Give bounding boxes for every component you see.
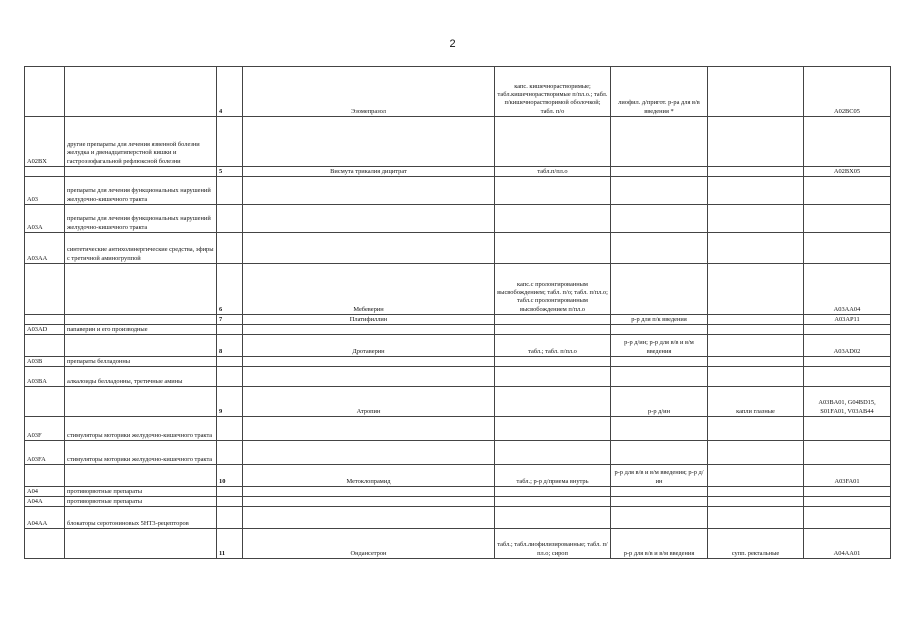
row-number-cell — [217, 177, 243, 205]
atc-code-cell: A03AD02 — [804, 335, 891, 357]
group-name-cell — [65, 264, 217, 315]
form-injection-cell: р-р для в/в и в/м введения; р-р д/ин — [611, 465, 708, 487]
form-other-cell — [708, 205, 804, 233]
drug-name-cell — [243, 507, 495, 529]
row-number-cell — [217, 487, 243, 497]
drug-name-cell — [243, 205, 495, 233]
row-number-cell — [217, 507, 243, 529]
form-injection-cell — [611, 264, 708, 315]
row-number-cell: 4 — [217, 67, 243, 117]
table-row — [25, 117, 891, 167]
table-row — [25, 507, 891, 529]
drug-name-cell: Эзомепразол — [243, 67, 495, 117]
atc-group-code-cell — [25, 387, 65, 417]
atc-group-code-cell — [25, 67, 65, 117]
form-other-cell — [708, 167, 804, 177]
atc-group-code-cell: A04 — [25, 487, 65, 497]
atc-group-code-cell: A03 — [25, 177, 65, 205]
form-oral-cell — [495, 441, 611, 465]
group-name-cell: препараты для лечения функциональных нарушений желудочно-кишечного тракта — [65, 177, 217, 205]
atc-group-code-cell — [25, 465, 65, 487]
table-row — [25, 529, 891, 559]
form-other-cell — [708, 465, 804, 487]
table-row — [25, 357, 891, 367]
atc-group-code-cell: A02BX — [25, 117, 65, 167]
table-row — [25, 487, 891, 497]
form-other-cell: капли глазные — [708, 387, 804, 417]
atc-code-cell: A02BX05 — [804, 167, 891, 177]
form-injection-cell — [611, 117, 708, 167]
drug-name-cell: Висмута трикалия дицитрат — [243, 167, 495, 177]
drug-name-cell — [243, 177, 495, 205]
drug-name-cell: Ондансетрон — [243, 529, 495, 559]
row-number-cell: 6 — [217, 264, 243, 315]
atc-code-cell — [804, 357, 891, 367]
group-name-cell: алкалоиды белладонны, третичные амины — [65, 367, 217, 387]
drug-name-cell — [243, 441, 495, 465]
atc-code-cell — [804, 367, 891, 387]
form-injection-cell — [611, 497, 708, 507]
drug-name-cell — [243, 487, 495, 497]
drug-name-cell: Мебеверин — [243, 264, 495, 315]
form-other-cell — [708, 357, 804, 367]
form-injection-cell: лиофил. д/пригот. р-ра для в/в введения * — [611, 67, 708, 117]
row-number-cell — [217, 117, 243, 167]
atc-code-cell — [804, 117, 891, 167]
form-injection-cell — [611, 357, 708, 367]
form-injection-cell — [611, 417, 708, 441]
atc-code-cell — [804, 441, 891, 465]
table-row — [25, 325, 891, 335]
form-injection-cell: р-р для п/к введения — [611, 315, 708, 325]
form-oral-cell: табл.; р-р д/приема внутрь — [495, 465, 611, 487]
form-other-cell — [708, 67, 804, 117]
group-name-cell: блокаторы серотониновых 5HT3-рецепторов — [65, 507, 217, 529]
table-row — [25, 167, 891, 177]
drug-name-cell: Дротаверин — [243, 335, 495, 357]
drug-name-cell — [243, 325, 495, 335]
form-oral-cell — [495, 367, 611, 387]
form-other-cell — [708, 335, 804, 357]
atc-group-code-cell: A03F — [25, 417, 65, 441]
form-other-cell — [708, 497, 804, 507]
group-name-cell: противорвотные препараты — [65, 487, 217, 497]
atc-group-code-cell — [25, 315, 65, 325]
form-oral-cell — [495, 117, 611, 167]
drug-name-cell — [243, 417, 495, 441]
form-other-cell — [708, 315, 804, 325]
atc-code-cell: A02BC05 — [804, 67, 891, 117]
form-other-cell — [708, 117, 804, 167]
form-oral-cell — [495, 507, 611, 529]
drug-list-table — [24, 66, 891, 559]
atc-code-cell: A04AA01 — [804, 529, 891, 559]
form-oral-cell — [495, 233, 611, 264]
form-oral-cell — [495, 417, 611, 441]
atc-group-code-cell: A03FA — [25, 441, 65, 465]
table-row — [25, 387, 891, 417]
form-injection-cell — [611, 177, 708, 205]
form-oral-cell: капс.с пролонгированным высвобождением; табл. п/о; табл. п/пл.о; табл.с пролонгированным высвобождением п/пл.о — [495, 264, 611, 315]
atc-code-cell: A03BA01, G04BD15, S01FA01, V03AB44 — [804, 387, 891, 417]
form-injection-cell — [611, 367, 708, 387]
table-row — [25, 497, 891, 507]
group-name-cell: препараты для лечения функциональных нарушений желудочно-кишечного тракта — [65, 205, 217, 233]
atc-group-code-cell — [25, 529, 65, 559]
form-injection-cell: р-р д/ин — [611, 387, 708, 417]
table-row — [25, 264, 891, 315]
form-oral-cell: капс. кишечнорастворимые; табл.кишечнорастворимые п/пл.о.; табл. п/кишечнорастворимой оболочкой; табл. п/о — [495, 67, 611, 117]
table-row — [25, 465, 891, 487]
group-name-cell — [65, 465, 217, 487]
atc-code-cell — [804, 497, 891, 507]
group-name-cell — [65, 529, 217, 559]
atc-code-cell — [804, 325, 891, 335]
form-other-cell — [708, 177, 804, 205]
atc-code-cell — [804, 205, 891, 233]
table-body — [25, 67, 891, 559]
row-number-cell — [217, 367, 243, 387]
form-other-cell — [708, 367, 804, 387]
form-other-cell: супп. ректальные — [708, 529, 804, 559]
group-name-cell — [65, 335, 217, 357]
form-injection-cell — [611, 233, 708, 264]
atc-code-cell: A03AA04 — [804, 264, 891, 315]
drug-name-cell: Атропин — [243, 387, 495, 417]
form-oral-cell — [495, 315, 611, 325]
row-number-cell — [217, 417, 243, 441]
atc-group-code-cell: A04AA — [25, 507, 65, 529]
form-oral-cell — [495, 205, 611, 233]
atc-group-code-cell — [25, 167, 65, 177]
form-injection-cell — [611, 325, 708, 335]
row-number-cell: 11 — [217, 529, 243, 559]
table-row — [25, 335, 891, 357]
group-name-cell: другие препараты для лечения язвенной болезни желудка и двенадцатиперстной кишки и гастроэзофагальной рефлюксной болезни — [65, 117, 217, 167]
form-other-cell — [708, 417, 804, 441]
form-injection-cell — [611, 167, 708, 177]
row-number-cell: 5 — [217, 167, 243, 177]
group-name-cell: синтетические антихолинергические средства, эфиры с третичной аминогруппой — [65, 233, 217, 264]
form-other-cell — [708, 507, 804, 529]
atc-group-code-cell: A03B — [25, 357, 65, 367]
form-other-cell — [708, 487, 804, 497]
form-oral-cell: табл.п/пл.о — [495, 167, 611, 177]
drug-name-cell — [243, 233, 495, 264]
row-number-cell — [217, 205, 243, 233]
form-oral-cell — [495, 487, 611, 497]
group-name-cell: папаверин и его производные — [65, 325, 217, 335]
form-injection-cell: р-р для в/в и в/м введения — [611, 529, 708, 559]
form-oral-cell: табл.; табл. п/пл.о — [495, 335, 611, 357]
group-name-cell: противорвотные препараты — [65, 497, 217, 507]
atc-group-code-cell: A03AA — [25, 233, 65, 264]
table-row — [25, 205, 891, 233]
drug-name-cell: Метоклопрамид — [243, 465, 495, 487]
table-row — [25, 367, 891, 387]
atc-code-cell — [804, 233, 891, 264]
row-number-cell: 9 — [217, 387, 243, 417]
table-row — [25, 177, 891, 205]
form-injection-cell — [611, 507, 708, 529]
form-injection-cell: р-р д/ин; р-р для в/в и в/м введения — [611, 335, 708, 357]
atc-group-code-cell: A03BA — [25, 367, 65, 387]
atc-group-code-cell — [25, 264, 65, 315]
form-other-cell — [708, 441, 804, 465]
atc-code-cell — [804, 177, 891, 205]
atc-code-cell: A03FA01 — [804, 465, 891, 487]
atc-group-code-cell — [25, 335, 65, 357]
atc-code-cell — [804, 487, 891, 497]
row-number-cell — [217, 497, 243, 507]
form-oral-cell — [495, 325, 611, 335]
form-oral-cell — [495, 387, 611, 417]
table-row — [25, 315, 891, 325]
form-oral-cell — [495, 177, 611, 205]
row-number-cell — [217, 325, 243, 335]
group-name-cell — [65, 387, 217, 417]
form-oral-cell — [495, 497, 611, 507]
drug-name-cell: Платифиллин — [243, 315, 495, 325]
form-other-cell — [708, 325, 804, 335]
form-other-cell — [708, 233, 804, 264]
drug-name-cell — [243, 367, 495, 387]
table-row — [25, 67, 891, 117]
form-oral-cell: табл.; табл.лиофилизированные; табл. п/пл.о; сироп — [495, 529, 611, 559]
page-number: 2 — [449, 38, 456, 50]
form-other-cell — [708, 264, 804, 315]
row-number-cell — [217, 233, 243, 264]
form-injection-cell — [611, 205, 708, 233]
group-name-cell — [65, 167, 217, 177]
row-number-cell — [217, 357, 243, 367]
atc-code-cell: A03AP11 — [804, 315, 891, 325]
row-number-cell: 10 — [217, 465, 243, 487]
drug-name-cell — [243, 497, 495, 507]
form-injection-cell — [611, 487, 708, 497]
table-row — [25, 441, 891, 465]
atc-code-cell — [804, 507, 891, 529]
atc-group-code-cell: A04A — [25, 497, 65, 507]
drug-name-cell — [243, 357, 495, 367]
group-name-cell: стимуляторы моторики желудочно-кишечного тракта — [65, 441, 217, 465]
table-row — [25, 233, 891, 264]
group-name-cell: препараты белладонны — [65, 357, 217, 367]
atc-code-cell — [804, 417, 891, 441]
group-name-cell: стимуляторы моторики желудочно-кишечного тракта — [65, 417, 217, 441]
row-number-cell: 7 — [217, 315, 243, 325]
form-injection-cell — [611, 441, 708, 465]
atc-group-code-cell: A03A — [25, 205, 65, 233]
row-number-cell: 8 — [217, 335, 243, 357]
drug-name-cell — [243, 117, 495, 167]
group-name-cell — [65, 315, 217, 325]
form-oral-cell — [495, 357, 611, 367]
table-row — [25, 417, 891, 441]
atc-group-code-cell: A03AD — [25, 325, 65, 335]
row-number-cell — [217, 441, 243, 465]
group-name-cell — [65, 67, 217, 117]
